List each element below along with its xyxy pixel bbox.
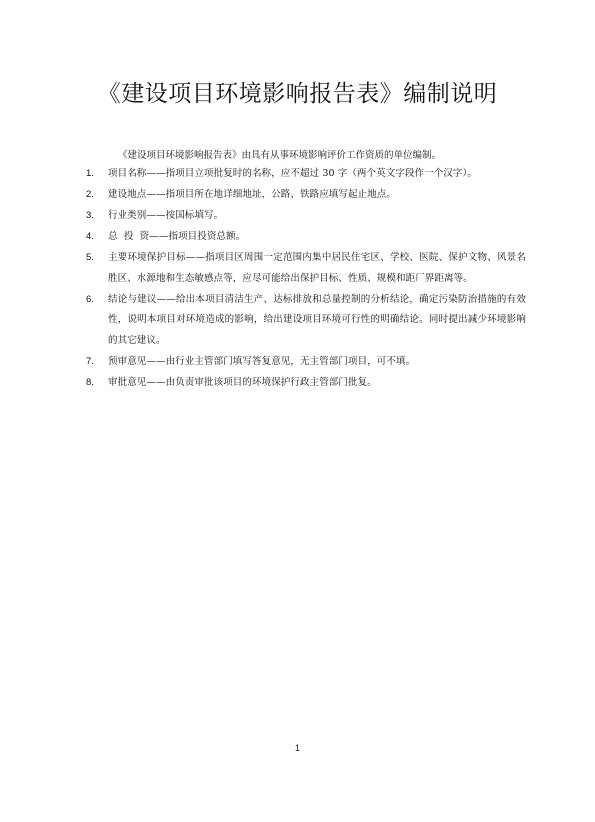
list-item-text: 审批意见——由负责审批该项目的环境保护行政主管部门批复。 xyxy=(108,376,377,388)
list-item-text: 建设地点——指项目所在地详细地址，公路、铁路应填写起止地点。 xyxy=(108,188,397,200)
list-item-number: 1. xyxy=(86,168,94,179)
list-item-text: 总 投 资——指项目投资总额。 xyxy=(108,230,246,242)
intro-paragraph: 《建设项目环境影响报告表》由具有从事环境影响评价工作资质的单位编制。 xyxy=(118,150,442,161)
list-item-number: 7. xyxy=(86,355,94,367)
list-item xyxy=(86,206,526,227)
list-item-text: 主要环境保护目标——指项目区周围一定范围内集中居民住宅区、学校、医院、保护文物、风景名胜区、水源地和生态敏感点等，应尽可能给出保护目标、性质、规模和距厂界距离等。 xyxy=(108,251,526,284)
list-item xyxy=(86,164,526,185)
page-title: 《建设项目环境影响报告表》编制说明 xyxy=(97,81,498,107)
page-number: 1 xyxy=(294,743,300,753)
list-item xyxy=(86,248,526,289)
list-item-number: 8. xyxy=(86,376,94,388)
list-item xyxy=(86,373,526,394)
list-item xyxy=(86,185,526,206)
list-item xyxy=(86,290,526,352)
list-item-number: 4. xyxy=(86,230,94,242)
list-item-number: 6. xyxy=(86,293,94,305)
list-item-text: 结论与建议——给出本项目清洁生产、达标排放和总量控制的分析结论，确定污染防治措施的有效性，说明本项目对环境造成的影响，给出建设项目环境可行性的明确结论。同时提出减少环境影响的其它建议。 xyxy=(108,293,526,346)
instruction-list xyxy=(86,164,526,394)
list-item-number: 2. xyxy=(86,188,94,200)
list-item-number: 3. xyxy=(86,209,94,221)
list-item xyxy=(86,227,526,248)
list-item-text: 项目名称——指项目立项批复时的名称，应不超过 30 字（两个英文字段作一个汉字）。 xyxy=(108,168,477,179)
list-item xyxy=(86,352,526,373)
list-item-text: 预审意见——由行业主管部门填写答复意见，无主管部门项目，可不填。 xyxy=(108,355,416,367)
list-item-number: 5. xyxy=(86,251,94,263)
list-item-text: 行业类别——按国标填写。 xyxy=(108,209,224,221)
